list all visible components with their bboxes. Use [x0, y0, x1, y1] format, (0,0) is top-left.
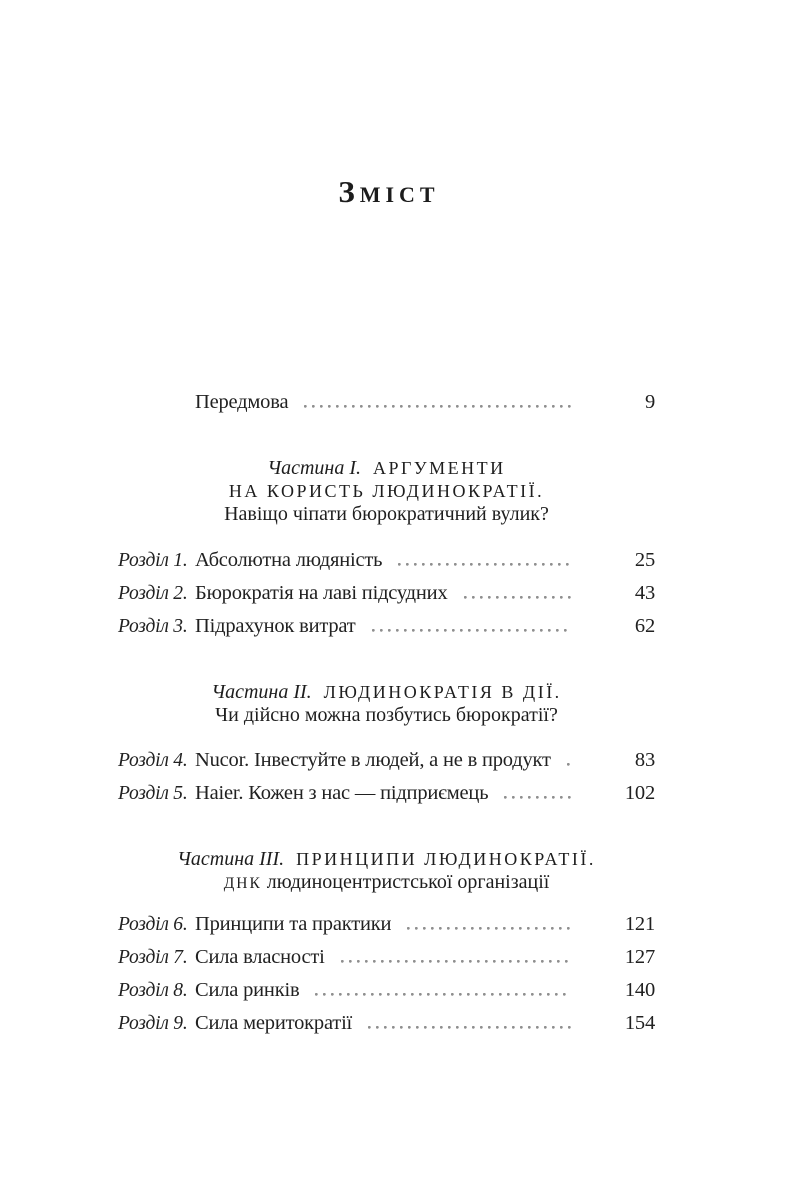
dot-leader [372, 628, 571, 632]
page-number: 121 [624, 913, 655, 935]
part-title-caps-line2: НА КОРИСТЬ ЛЮДИНОКРАТІЇ. [228, 481, 545, 501]
part-title-caps: ПРИНЦИПИ ЛЮДИНОКРАТІЇ. [296, 849, 596, 869]
chapter-prefix: Розділ 2. [118, 583, 188, 604]
chapter-title: Сила меритократії [195, 1012, 353, 1034]
part-title-line [118, 457, 655, 480]
chapter-list-2 [118, 749, 655, 815]
chapter-title: Nucor. Інвестуйте в людей, а не в продукт [195, 749, 551, 771]
page-number: 140 [624, 979, 655, 1001]
chapter-prefix: Розділ 1. [118, 550, 188, 571]
chapter-title: Бюрократія на лаві підсудних [195, 582, 448, 604]
page-number: 25 [634, 549, 655, 571]
chapter-title: Принципи та практики [195, 913, 392, 935]
chapter-prefix: Розділ 8. [118, 980, 188, 1001]
chapter-prefix: Розділ 4. [118, 750, 188, 771]
page-number: 83 [634, 749, 655, 771]
toc-entry [118, 913, 655, 946]
dot-leader [567, 762, 571, 766]
part-subtitle-caps: ДНК [223, 875, 262, 892]
toc-entry [118, 946, 655, 979]
dot-leader [304, 404, 571, 408]
page-number: 9 [644, 391, 655, 413]
page-title: Зміст [338, 174, 440, 209]
chapter-title: Сила ринків [195, 979, 300, 1001]
toc-entry-preface [118, 391, 655, 424]
chapter-prefix: Розділ 9. [118, 1013, 188, 1034]
part-title-caps: ЛЮДИНОКРАТІЯ В ДІЇ. [323, 682, 562, 702]
chapter-title: Haier. Кожен з нас — підприємець [195, 782, 489, 804]
page-number: 102 [624, 782, 655, 804]
part-heading-2 [118, 681, 655, 727]
chapter-prefix: Розділ 3. [118, 616, 188, 637]
chapter-prefix: Розділ 6. [118, 914, 188, 935]
chapter-title: Сила власності [195, 946, 325, 968]
dot-leader [315, 992, 571, 996]
part-label: Частина I. [267, 457, 362, 479]
part-subtitle [118, 871, 655, 895]
toc-entry [118, 615, 655, 648]
toc-entry [118, 979, 655, 1012]
part-heading-1 [118, 457, 655, 526]
dot-leader [341, 959, 571, 963]
page-number: 127 [624, 946, 655, 968]
toc-entry [118, 549, 655, 582]
chapter-list-3 [118, 913, 655, 1045]
chapter-list-1 [118, 549, 655, 648]
page-number: 154 [624, 1012, 655, 1034]
part-label: Частина III. [177, 848, 285, 870]
part-title-line [118, 681, 655, 704]
dot-leader [464, 595, 571, 599]
chapter-prefix: Розділ 5. [118, 783, 188, 804]
dot-leader [398, 562, 571, 566]
toc-entry [118, 782, 655, 815]
part-subtitle: Чи дійсно можна позбутись бюрократії? [215, 704, 558, 726]
page-number: 62 [634, 615, 655, 637]
dot-leader [368, 1025, 571, 1029]
part-title-line [118, 848, 655, 871]
dot-leader [504, 795, 571, 799]
toc-content [118, 0, 655, 1045]
part-subtitle-text: людиноцентристської організації [261, 871, 550, 893]
part-title-caps: АРГУМЕНТИ [373, 458, 506, 478]
page-number: 43 [634, 582, 655, 604]
chapter-title: Абсолютна людяність [195, 549, 383, 571]
part-label: Частина II. [211, 681, 312, 703]
chapter-title: Підрахунок витрат [195, 615, 356, 637]
part-heading-3 [118, 848, 655, 895]
chapter-prefix: Розділ 7. [118, 947, 188, 968]
toc-entry [118, 749, 655, 782]
toc-entry [118, 1012, 655, 1045]
toc-entry [118, 582, 655, 615]
entry-title: Передмова [195, 391, 289, 413]
part-subtitle: Навіщо чіпати бюрократичний вулик? [224, 503, 549, 525]
dot-leader [407, 926, 571, 930]
